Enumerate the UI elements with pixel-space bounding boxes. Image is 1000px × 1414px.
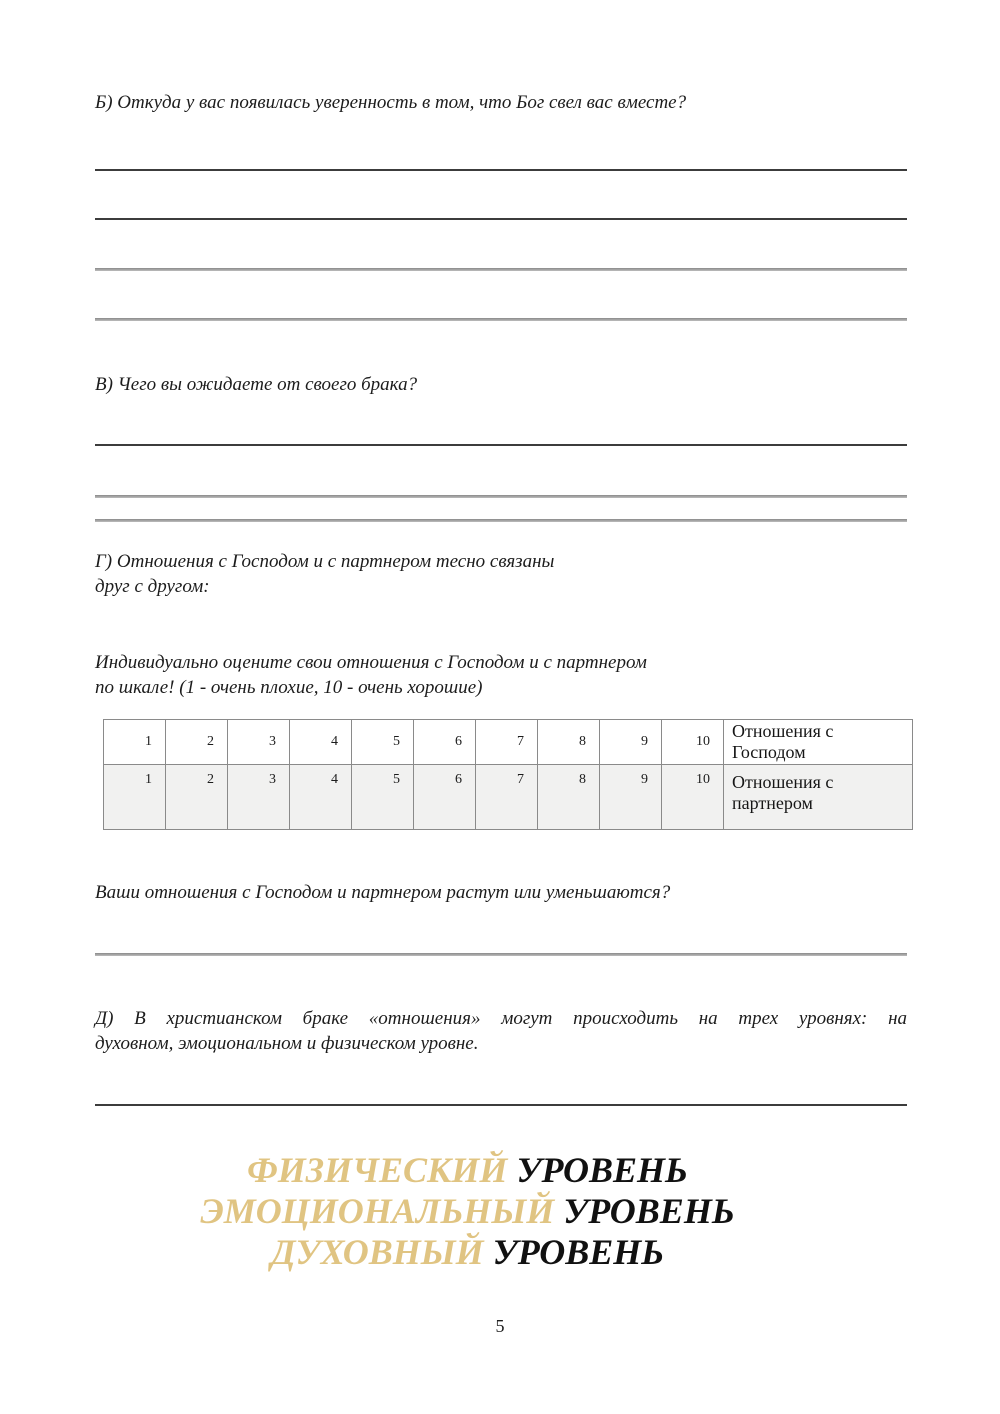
rating-cell: 9: [600, 720, 662, 765]
answer-blank-line: [95, 318, 907, 321]
rating-cell: 3: [228, 765, 290, 830]
rating-cell: 10: [662, 765, 724, 830]
rating-cell: 8: [538, 765, 600, 830]
answer-blank-line: [95, 495, 907, 498]
answer-blank-line: [95, 444, 907, 446]
rating-instruction-line2: по шкале! (1 - очень плохие, 10 - очень хорошие): [95, 677, 483, 698]
statement-g: [95, 549, 907, 599]
rating-cell: 10: [662, 720, 724, 765]
level-emotional: [95, 1191, 840, 1232]
rating-cell: 5: [352, 765, 414, 830]
answer-blank-line: [95, 519, 907, 522]
answer-blank-line: [95, 953, 907, 956]
rating-cell: 4: [290, 765, 352, 830]
level-physical-suffix: УРОВЕНЬ: [516, 1150, 688, 1190]
rating-cell: 3: [228, 720, 290, 765]
rating-cell: 8: [538, 720, 600, 765]
rating-cell: 1: [104, 720, 166, 765]
levels-heading: [95, 1150, 840, 1273]
rating-cell: 6: [414, 720, 476, 765]
rating-cell: 2: [166, 720, 228, 765]
section-divider-line: [95, 1104, 907, 1106]
level-emotional-name: ЭМОЦИОНАЛЬНЫЙ: [200, 1191, 555, 1231]
statement-d: [95, 1006, 907, 1056]
level-physical: [95, 1150, 840, 1191]
statement-g-line2: друг с другом:: [95, 576, 210, 597]
rating-cell: 7: [476, 720, 538, 765]
rating-cell: 2: [166, 765, 228, 830]
question-v: В) Чего вы ожидаете от своего брака?: [95, 374, 418, 395]
statement-g-line1: Г) Отношения с Господом и с партнером тесно связаны: [95, 551, 555, 572]
statement-d-line1: Д) В христианском браке «отношения» могут происходить на трех уровнях: на: [95, 1008, 907, 1029]
level-physical-name: ФИЗИЧЕСКИЙ: [247, 1150, 508, 1190]
level-spiritual: [95, 1232, 840, 1273]
rating-cell: 1: [104, 765, 166, 830]
rating-row-label-partner: Отношения с партнером: [724, 765, 913, 830]
answer-blank-line: [95, 268, 907, 271]
statement-d-line2: духовном, эмоциональном и физическом уровне.: [95, 1033, 479, 1054]
answer-blank-line: [95, 169, 907, 171]
rating-row-partner: [104, 765, 913, 830]
question-b: Б) Откуда у вас появилась уверенность в том, что Бог свел вас вместе?: [95, 92, 687, 113]
rating-cell: 9: [600, 765, 662, 830]
question-growth: Ваши отношения с Господом и партнером растут или уменьшаются?: [95, 882, 671, 903]
rating-instruction-line1: Индивидуально оцените свои отношения с Господом и с партнером: [95, 652, 647, 673]
rating-cell: 4: [290, 720, 352, 765]
answer-blank-line: [95, 218, 907, 220]
rating-row-label-lord: Отношения с Господом: [724, 720, 913, 765]
page-number: 5: [495, 1316, 505, 1336]
rating-cell: 5: [352, 720, 414, 765]
rating-table: [103, 719, 913, 830]
level-emotional-suffix: УРОВЕНЬ: [563, 1191, 735, 1231]
rating-cell: 6: [414, 765, 476, 830]
level-spiritual-suffix: УРОВЕНЬ: [492, 1232, 665, 1272]
rating-instruction: [95, 650, 907, 700]
rating-row-lord: [104, 720, 913, 765]
rating-cell: 7: [476, 765, 538, 830]
level-spiritual-name: ДУХОВНЫЙ: [270, 1232, 484, 1272]
